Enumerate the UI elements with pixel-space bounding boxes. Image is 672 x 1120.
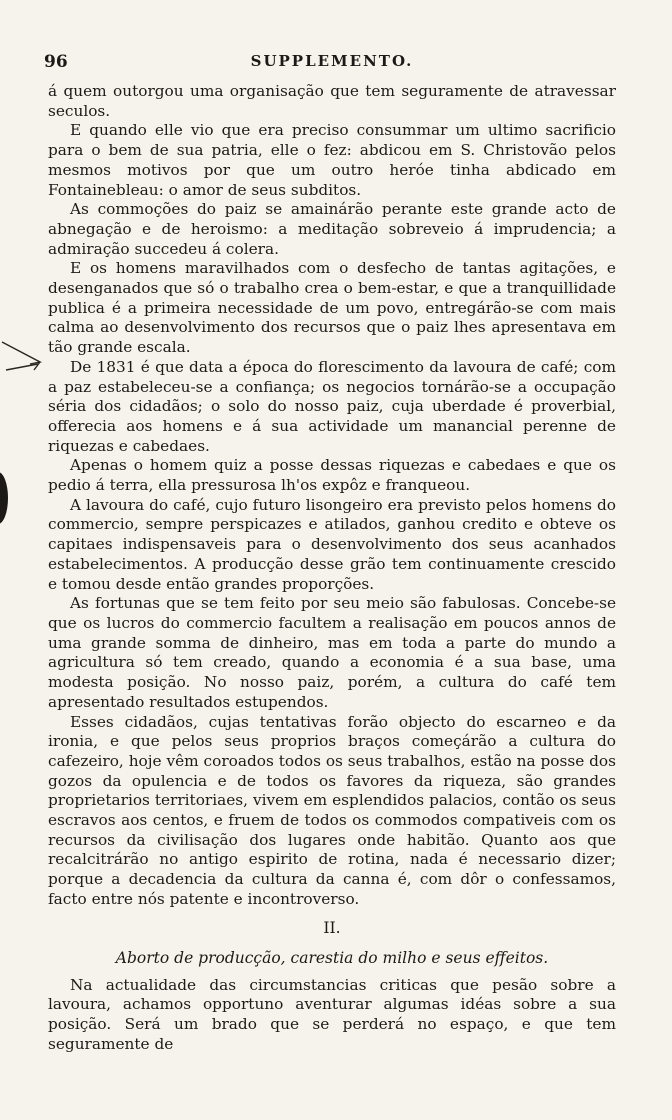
paragraph: E quando elle vio que era preciso consummar um ultimo sacrificio para o bem de sua patria, elle o fez: abdicou em S. Christovão pelos mesmos motivos por que um outro heróe tinha abdicado em Fontainebleau: o amor de seus subditos. bbox=[48, 121, 616, 199]
section-number: II. bbox=[323, 918, 341, 937]
margin-ink-blot-icon bbox=[0, 470, 10, 526]
margin-pointer-mark-icon bbox=[0, 340, 50, 380]
section-title: Aborto de producção, carestia do milho e seus effeitos. bbox=[115, 948, 549, 967]
paragraph: á quem outorgou uma organisação que tem seguramente de atravessar seculos. bbox=[48, 82, 616, 120]
paragraph: De 1831 é que data a época do florescimento da lavoura de café; com a paz estabeleceu-se a confiança; os negocios tornárão-se a occupação séria dos cidadãos; o solo do nosso paiz, cuja uberdade é proverbial, offerecia aos homens e á sua actividade um manancial perenne de riquezas e cabedaes. bbox=[48, 357, 616, 455]
page-header bbox=[44, 52, 620, 74]
paragraph: Esses cidadãos, cujas tentativas forão objecto do escarneo e da ironia, e que pelos seus proprios braços começárão a cultura do cafezeiro, hoje vêm coroados todos os seus trabalhos, estão na posse dos gozos da opulencia e de todos os favores da riqueza, são grandes proprietarios territoriaes, vivem em esplendidos palacios, contão os seus escravos aos centos, e fruem de todos os commodos compativeis com os recursos da civilisação dos lugares onde habitão. Quanto aos que recalcitrárão no antigo espirito de rotina, nada é necessario dizer; porque a decadencia da cultura da canna é, com dôr o confessamos, facto entre nós patente e incontroverso. bbox=[48, 712, 616, 908]
paragraph: As fortunas que se tem feito por seu meio são fabulosas. Concebe-se que os lucros do commercio facultem a realisação em poucos annos de uma grande somma de dinheiro, mas em toda a parte do mundo a agricultura só tem creado, quando a economia é a sua base, uma modesta posição. No nosso paiz, porém, a cultura do café tem apresentado resultados estupendos. bbox=[48, 594, 616, 711]
paragraph: As commoções do paiz se amainárão perante este grande acto de abnegação e de heroismo: a meditação sobreveio á imprudencia; a admiração succedeu á colera. bbox=[48, 200, 616, 258]
paragraph: A lavoura do café, cujo futuro lisongeiro era previsto pelos homens do commercio, sempre perspicazes e atilados, ganhou credito e obteve os capitaes indispensaveis para o desenvolvimento dos seus acanhados estabelecimentos. A producção desse grão tem continuamente crescido e tomou desde então grandes proporções. bbox=[48, 495, 616, 593]
running-title: SUPPLEMENTO. bbox=[250, 52, 414, 70]
text-column bbox=[48, 82, 616, 1054]
paragraph: Na actualidade das circumstancias criticas que pesão sobre a lavoura, achamos opportuno aventurar algumas idéas sobre a sua posição. Será um brado que se perderá no espaço, e que tem seguramente de bbox=[48, 975, 616, 1053]
page-number: 96 bbox=[44, 52, 68, 72]
paragraph: Apenas o homem quiz a posse dessas riquezas e cabedaes e que os pedio á terra, ella pressurosa lh'os expôz e franqueou. bbox=[48, 456, 616, 495]
paragraph: E os homens maravilhados com o desfecho de tantas agitações, e desenganados que só o trabalho crea o bem-estar, e que a tranquillidade publica é a primeira necessidade de um povo, entregárão-se com mais calma ao desenvolvimento dos recursos que o paiz lhes apresentava em tão grande escala. bbox=[48, 259, 616, 357]
